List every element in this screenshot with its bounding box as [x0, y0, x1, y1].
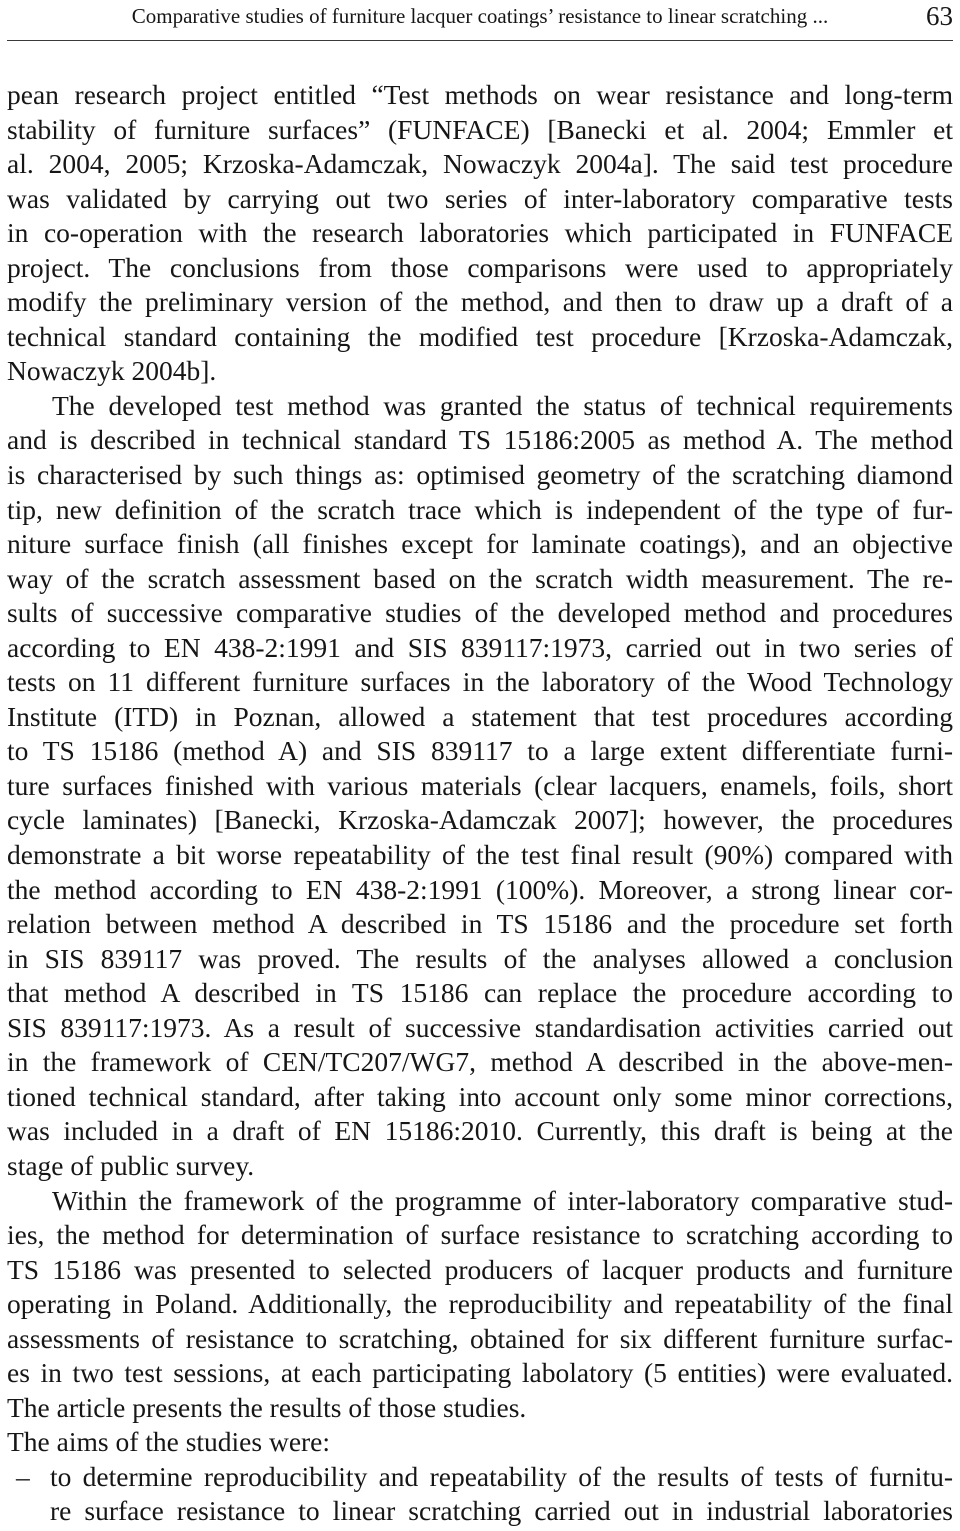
text-line: in co-operation with the research laboratories which participated in FUNFACE — [7, 217, 953, 249]
text-line: demonstrate a bit worse repeatability of the test final result (90%) compared with — [7, 839, 953, 871]
body-paragraph — [7, 78, 953, 389]
list-marker: – — [16, 1460, 30, 1492]
text-line: tioned technical standard, after taking into account only some minor corrections, — [7, 1080, 953, 1112]
text-line: Within the framework of the programme of inter-laboratory comparative stud- — [52, 1184, 953, 1216]
text-line: modify the preliminary version of the method, and then to draw up a draft of a — [7, 286, 953, 318]
text-line: ture surfaces finished with various materials (clear lacquers, enamels, foils, short — [7, 769, 953, 801]
text-line: pean research project entitled “Test methods on wear resistance and long-term — [7, 79, 953, 110]
text-line: was included in a draft of EN 15186:2010. Currently, this draft is being at the — [7, 1115, 953, 1147]
page-number: 63 — [926, 1, 953, 31]
page-body — [7, 78, 953, 1529]
text-line: assessments of resistance to scratching, obtained for six different furniture surfac- — [7, 1322, 953, 1354]
text-line: TS 15186 was presented to selected producers of lacquer products and furniture — [7, 1253, 953, 1285]
text-line: stability of furniture surfaces” (FUNFACE) [Banecki et al. 2004; Emmler et — [7, 113, 953, 145]
text-line: to TS 15186 (method A) and SIS 839117 to a large extent differentiate furni- — [7, 735, 953, 767]
text-line: according to EN 438-2:1991 and SIS 839117:1973, carried out in two series of — [7, 631, 953, 663]
aims-list — [7, 1460, 953, 1529]
text-line: al. 2004, 2005; Krzoska-Adamczak, Nowaczyk 2004a]. The said test procedure — [7, 148, 953, 180]
aims-list-item — [7, 1460, 953, 1529]
text-line: stage of public survey. — [7, 1149, 255, 1181]
aims-intro: The aims of the studies were: — [7, 1426, 331, 1458]
text-line: Nowaczyk 2004b]. — [7, 355, 217, 387]
text-line: that method A described in TS 15186 can replace the procedure according to — [7, 977, 953, 1009]
running-title: Comparative studies of furniture lacquer coatings’ resistance to linear scratching ... — [131, 4, 829, 28]
text-line: Institute (ITD) in Poznan, allowed a statement that test procedures according — [7, 700, 953, 732]
text-line: tests on 11 different furniture surfaces in the laboratory of the Wood Technology — [7, 666, 953, 698]
text-line: ies, the method for determination of surface resistance to scratching according to — [7, 1219, 953, 1251]
text-line: The developed test method was granted the status of technical requirements — [52, 389, 953, 421]
text-line: way of the scratch assessment based on the scratch width measurement. The re- — [7, 562, 953, 594]
text-line: in the framework of CEN/TC207/WG7, method A described in the above-men- — [7, 1046, 953, 1078]
text-line: SIS 839117:1973. As a result of successive standardisation activities carried out — [7, 1011, 953, 1043]
text-line: tip, new definition of the scratch trace which is independent of the type of fur- — [7, 493, 953, 525]
text-line: is characterised by such things as: optimised geometry of the scratching diamond — [7, 459, 953, 491]
text-line: es in two test sessions, at each participating labolatory (5 entities) were evaluated. — [7, 1357, 953, 1389]
body-paragraph — [7, 389, 953, 1184]
text-line: The article presents the results of those studies. — [7, 1391, 527, 1423]
text-line: sults of successive comparative studies of the developed method and procedures — [7, 597, 953, 629]
text-line: was validated by carrying out two series of inter-laboratory comparative tests — [7, 182, 953, 214]
text-line: technical standard containing the modified test procedure [Krzoska-Adamczak, — [7, 320, 953, 352]
text-line: project. The conclusions from those comparisons were used to appropriately — [7, 251, 953, 283]
text-line: niture surface finish (all finishes except for laminate coatings), and an objective — [7, 528, 953, 560]
text-line: cycle laminates) [Banecki, Krzoska-Adamczak 2007]; however, the procedures — [7, 804, 953, 836]
text-line: relation between method A described in TS 15186 and the procedure set forth — [7, 908, 953, 940]
text-line: in SIS 839117 was proved. The results of the analyses allowed a conclusion — [7, 942, 953, 974]
body-paragraph — [7, 1184, 953, 1426]
text-line: and is described in technical standard TS 15186:2005 as method A. The method — [7, 424, 953, 456]
text-line: operating in Poland. Additionally, the reproducibility and repeatability of the final — [7, 1288, 953, 1320]
header-rule — [7, 40, 953, 41]
text-line: re surface resistance to linear scratching carried out in industrial laboratories — [50, 1495, 953, 1527]
text-line: to determine reproducibility and repeatability of the results of tests of furnitu- — [50, 1460, 953, 1492]
text-line: the method according to EN 438-2:1991 (100%). Moreover, a strong linear cor- — [7, 873, 953, 905]
